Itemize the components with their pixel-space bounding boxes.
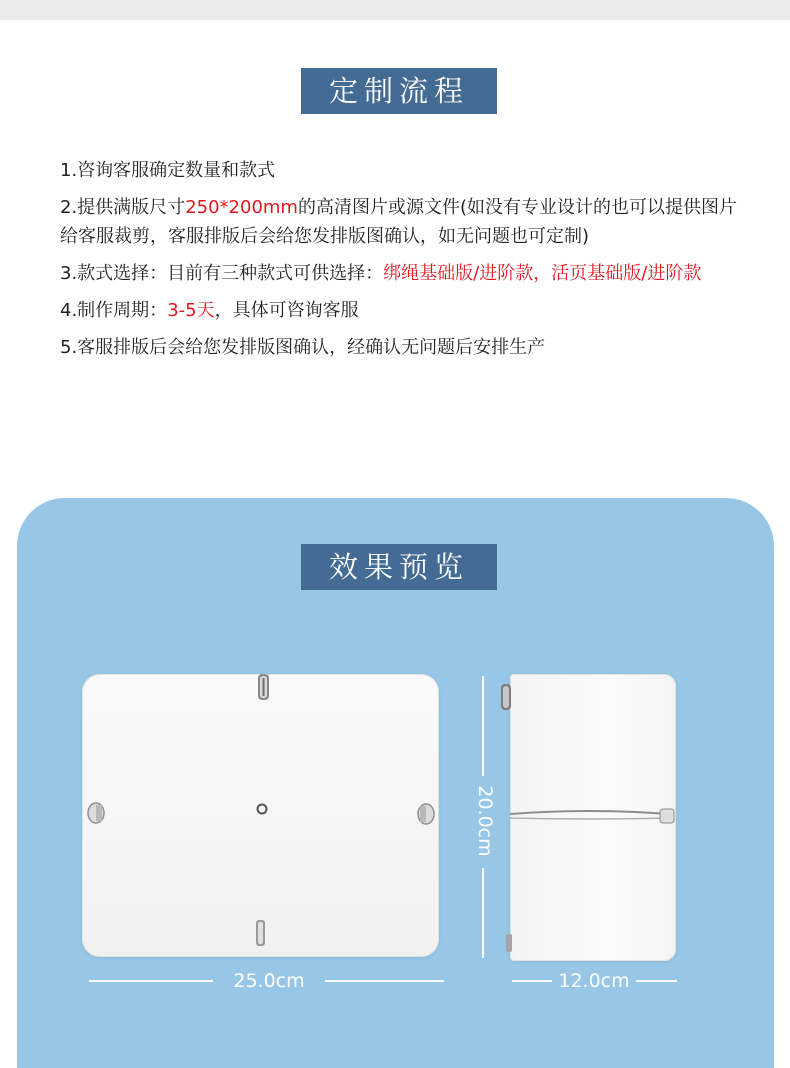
step-2-highlight: 250*200mm [185,197,298,218]
width-dimension-line-right [325,980,444,982]
width-label: 25.0cm [233,970,305,992]
step-1-text: 1.咨询客服确定数量和款式 [60,160,276,181]
step-3-highlight: 绑绳基础版/进阶款，活页基础版/进阶款 [383,263,702,284]
step-3-text: 3.款式选择：目前有三种款式可供选择： [60,263,384,284]
step-4-text: 4.制作周期： [60,300,168,321]
board-side-view [510,674,676,961]
width-dimension-line-left [89,980,213,982]
height-label: 20.0cm [474,785,496,857]
process-title-badge [301,68,497,114]
step-3 [60,259,750,288]
step-4-text-after: ，具体可咨询客服 [214,300,359,321]
step-2-text: 2.提供满版尺寸 [60,197,186,218]
step-5-text: 5.客服排版后会给您发排版图确认，经确认无问题后安排生产 [60,337,546,358]
process-title: 定制流程 [328,74,469,108]
depth-label: 12.0cm [558,970,630,992]
height-dimension-line-top [482,676,484,776]
step-2 [60,193,750,251]
process-steps [60,156,750,370]
board-front-view [82,674,439,957]
step-1 [60,156,750,185]
top-divider-strip [0,0,790,20]
depth-dimension-line-right [636,980,677,982]
step-2-text-after: 的高清图片或源文件(如没有专业设计的也可以提供图片给客服裁剪，客服排版后会给您发排版图确认，如无问题也可定制) [60,197,737,247]
step-4-highlight: 3-5天 [167,300,215,321]
preview-title-badge [301,544,497,590]
depth-dimension-line-left [512,980,552,982]
step-5 [60,333,750,362]
preview-title: 效果预览 [328,550,469,584]
height-dimension-line-bottom [482,868,484,958]
step-4 [60,296,750,325]
